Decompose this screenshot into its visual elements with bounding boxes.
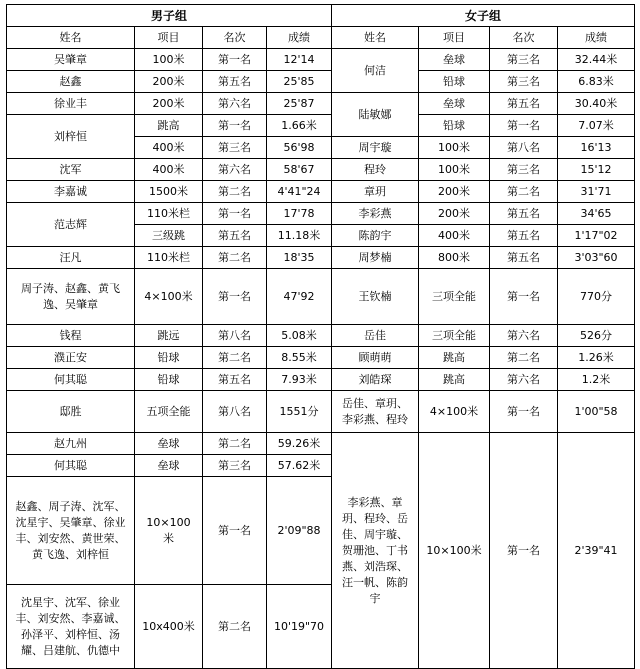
table-row (7, 159, 332, 181)
header-rank: 名次 (490, 27, 558, 49)
event: 三项全能 (419, 269, 490, 325)
result: 8.55米 (267, 347, 332, 369)
event: 1500米 (135, 181, 203, 203)
result: 1.66米 (267, 115, 332, 137)
event: 200米 (419, 181, 490, 203)
event: 跳远 (135, 325, 203, 347)
rank: 第三名 (490, 49, 558, 71)
result: 4'41"24 (267, 181, 332, 203)
table-row (332, 247, 635, 269)
header-name: 姓名 (7, 27, 135, 49)
women-group-title: 女子组 (332, 5, 635, 27)
result: 7.93米 (267, 369, 332, 391)
result: 770分 (558, 269, 635, 325)
athlete-name: 刘梓恒 (7, 115, 135, 159)
event: 铅球 (419, 115, 490, 137)
result: 1'17"02 (558, 225, 635, 247)
event: 110米栏 (135, 203, 203, 225)
event: 200米 (135, 71, 203, 93)
athlete-name: 顾萌萌 (332, 347, 419, 369)
event: 100米 (419, 159, 490, 181)
rank: 第六名 (203, 93, 267, 115)
result: 18'35 (267, 247, 332, 269)
rank: 第六名 (490, 369, 558, 391)
rank: 第五名 (490, 93, 558, 115)
result: 10'19"70 (267, 585, 332, 669)
athlete-name: 邸胜 (7, 391, 135, 433)
rank: 第五名 (203, 369, 267, 391)
table-row (7, 71, 332, 93)
result: 526分 (558, 325, 635, 347)
rank: 第五名 (203, 71, 267, 93)
header-name: 姓名 (332, 27, 419, 49)
table-row (332, 369, 635, 391)
result: 1551分 (267, 391, 332, 433)
rank: 第三名 (203, 137, 267, 159)
result: 17'78 (267, 203, 332, 225)
athlete-name: 王钦楠 (332, 269, 419, 325)
rank: 第六名 (203, 159, 267, 181)
table-row (7, 585, 332, 669)
table-row (7, 269, 332, 325)
rank: 第三名 (490, 159, 558, 181)
women-section (331, 4, 634, 636)
event: 五项全能 (135, 391, 203, 433)
athlete-name: 李彩燕 (332, 203, 419, 225)
event: 110米栏 (135, 247, 203, 269)
result: 2'09"88 (267, 477, 332, 585)
relay-team-names: 周子涛、赵鑫、黄飞逸、吴肇章 (7, 269, 135, 325)
result: 6.83米 (558, 71, 635, 93)
rank: 第五名 (490, 225, 558, 247)
result: 25'85 (267, 71, 332, 93)
table-row (7, 455, 332, 477)
event: 400米 (419, 225, 490, 247)
event: 10×100米 (419, 433, 490, 669)
rank: 第一名 (203, 269, 267, 325)
result: 47'92 (267, 269, 332, 325)
rank: 第六名 (490, 325, 558, 347)
header-result: 成绩 (558, 27, 635, 49)
table-row (332, 347, 635, 369)
table-row (7, 203, 332, 225)
event: 100米 (419, 137, 490, 159)
result: 25'87 (267, 93, 332, 115)
rank: 第二名 (203, 181, 267, 203)
table-row (7, 325, 332, 347)
event: 三项全能 (419, 325, 490, 347)
rank: 第二名 (203, 585, 267, 669)
table-row (332, 49, 635, 71)
relay-team-names: 沈星宇、沈军、徐业丰、刘安然、李嘉诚、孙泽平、刘梓恒、汤耀、吕建航、仇德中 (7, 585, 135, 669)
event: 垒球 (419, 93, 490, 115)
table-row (332, 325, 635, 347)
athlete-name: 吴肇章 (7, 49, 135, 71)
event: 跳高 (419, 369, 490, 391)
header-result: 成绩 (267, 27, 332, 49)
event: 100米 (135, 49, 203, 71)
result: 11.18米 (267, 225, 332, 247)
athlete-name: 何其聪 (7, 369, 135, 391)
rank: 第一名 (490, 391, 558, 433)
result: 15'12 (558, 159, 635, 181)
result: 3'03"60 (558, 247, 635, 269)
table-row (332, 159, 635, 181)
event: 跳高 (419, 347, 490, 369)
event: 铅球 (419, 71, 490, 93)
table-row (332, 181, 635, 203)
rank: 第一名 (490, 115, 558, 137)
table-row (7, 391, 332, 433)
rank: 第八名 (203, 325, 267, 347)
men-results-table (6, 4, 332, 669)
table-row (332, 433, 635, 669)
rank: 第五名 (490, 247, 558, 269)
rank: 第二名 (490, 347, 558, 369)
rank: 第一名 (490, 433, 558, 669)
rank: 第八名 (203, 391, 267, 433)
athlete-name: 范志辉 (7, 203, 135, 247)
result: 1'00"58 (558, 391, 635, 433)
table-row (7, 49, 332, 71)
relay-team-names: 岳佳、章玥、李彩燕、程玲 (332, 391, 419, 433)
athlete-name: 刘皓琛 (332, 369, 419, 391)
rank: 第一名 (203, 49, 267, 71)
table-row (7, 369, 332, 391)
event: 200米 (135, 93, 203, 115)
result: 30.40米 (558, 93, 635, 115)
event: 垒球 (135, 433, 203, 455)
rank: 第五名 (203, 225, 267, 247)
event: 4×100米 (135, 269, 203, 325)
women-results-table (331, 4, 635, 669)
event: 400米 (135, 159, 203, 181)
table-row (7, 93, 332, 115)
athlete-name: 周宇璇 (332, 137, 419, 159)
rank: 第五名 (490, 203, 558, 225)
header-event: 项目 (135, 27, 203, 49)
athlete-name: 汪凡 (7, 247, 135, 269)
table-row (332, 203, 635, 225)
rank: 第二名 (203, 433, 267, 455)
athlete-name: 何洁 (332, 49, 419, 93)
event: 800米 (419, 247, 490, 269)
result: 16'13 (558, 137, 635, 159)
athlete-name: 周梦楠 (332, 247, 419, 269)
event: 跳高 (135, 115, 203, 137)
header-event: 项目 (419, 27, 490, 49)
athlete-name: 程玲 (332, 159, 419, 181)
header-rank: 名次 (203, 27, 267, 49)
athlete-name: 钱程 (7, 325, 135, 347)
athlete-name: 沈军 (7, 159, 135, 181)
event: 三级跳 (135, 225, 203, 247)
athlete-name: 徐业丰 (7, 93, 135, 115)
event: 10x400米 (135, 585, 203, 669)
result: 58'67 (267, 159, 332, 181)
result: 1.2米 (558, 369, 635, 391)
result: 32.44米 (558, 49, 635, 71)
athlete-name: 赵九州 (7, 433, 135, 455)
event: 铅球 (135, 369, 203, 391)
result: 34'65 (558, 203, 635, 225)
relay-team-names: 赵鑫、周子涛、沈军、沈星宇、吴肇章、徐业丰、刘安然、黄世荣、黄飞逸、刘梓恒 (7, 477, 135, 585)
rank: 第一名 (490, 269, 558, 325)
rank: 第三名 (490, 71, 558, 93)
result: 7.07米 (558, 115, 635, 137)
men-section (6, 4, 331, 657)
rank: 第三名 (203, 455, 267, 477)
athlete-name: 赵鑫 (7, 71, 135, 93)
men-group-title: 男子组 (7, 5, 332, 27)
athlete-name: 章玥 (332, 181, 419, 203)
rank: 第一名 (203, 203, 267, 225)
result: 57.62米 (267, 455, 332, 477)
rank: 第一名 (203, 115, 267, 137)
table-row (7, 115, 332, 137)
event: 400米 (135, 137, 203, 159)
rank: 第二名 (203, 347, 267, 369)
event: 200米 (419, 203, 490, 225)
result: 59.26米 (267, 433, 332, 455)
table-row (332, 137, 635, 159)
table-row (7, 477, 332, 585)
table-row (7, 247, 332, 269)
table-row (7, 181, 332, 203)
event: 4×100米 (419, 391, 490, 433)
result: 2'39"41 (558, 433, 635, 669)
event: 垒球 (419, 49, 490, 71)
event: 铅球 (135, 347, 203, 369)
athlete-name: 陈韵宇 (332, 225, 419, 247)
table-row (332, 391, 635, 433)
athlete-name: 濮正安 (7, 347, 135, 369)
table-row (7, 433, 332, 455)
rank: 第八名 (490, 137, 558, 159)
rank: 第一名 (203, 477, 267, 585)
event: 10×100米 (135, 477, 203, 585)
athlete-name: 何其聪 (7, 455, 135, 477)
athlete-name: 李嘉诚 (7, 181, 135, 203)
result: 12'14 (267, 49, 332, 71)
result: 56'98 (267, 137, 332, 159)
result: 5.08米 (267, 325, 332, 347)
event: 垒球 (135, 455, 203, 477)
table-row (332, 93, 635, 115)
result: 1.26米 (558, 347, 635, 369)
table-row (332, 269, 635, 325)
results-page (6, 4, 634, 657)
athlete-name: 陆敏娜 (332, 93, 419, 137)
rank: 第二名 (203, 247, 267, 269)
relay-team-names: 李彩燕、章玥、程玲、岳佳、周宇璇、贺珊池、丁书燕、刘浩琛、汪一帆、陈韵宇 (332, 433, 419, 669)
athlete-name: 岳佳 (332, 325, 419, 347)
table-row (332, 225, 635, 247)
rank: 第二名 (490, 181, 558, 203)
result: 31'71 (558, 181, 635, 203)
table-row (7, 347, 332, 369)
